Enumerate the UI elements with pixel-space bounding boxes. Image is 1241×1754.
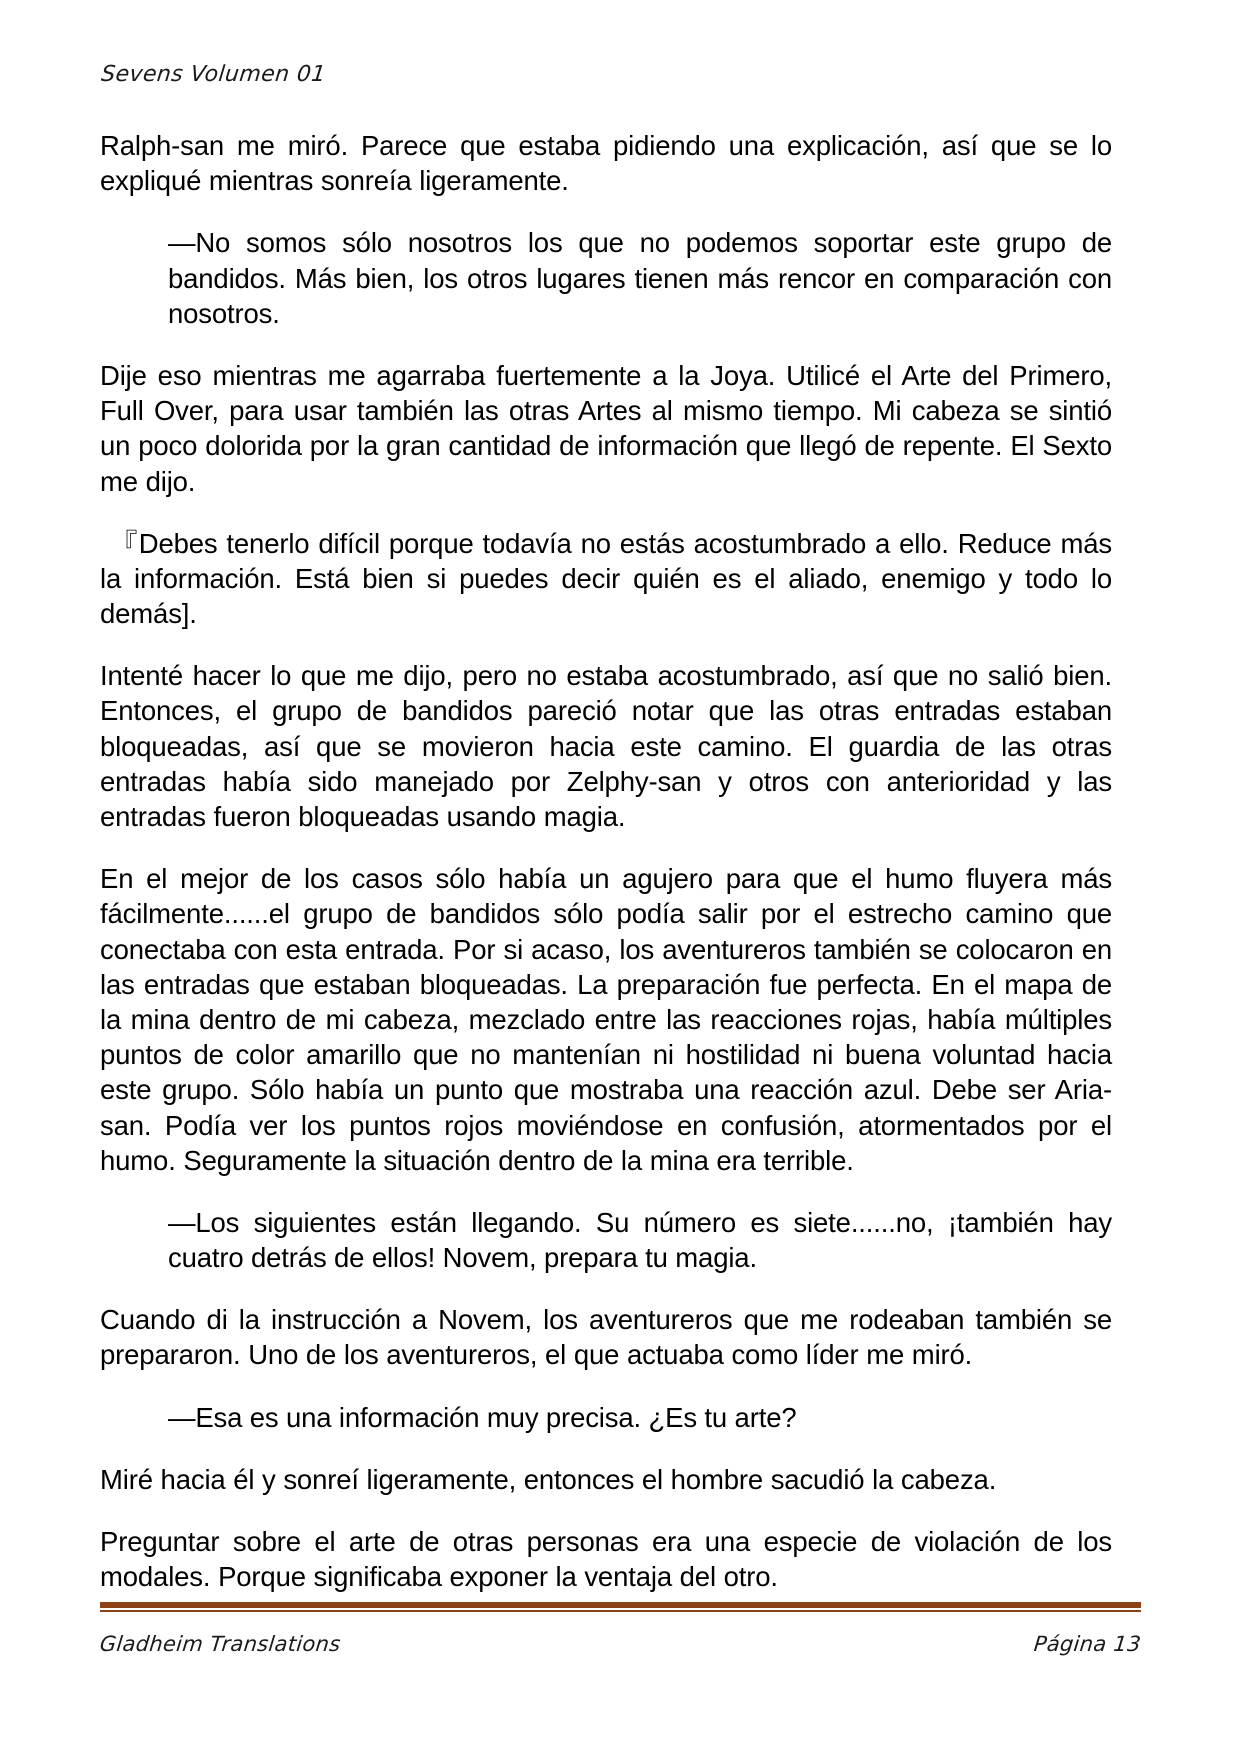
- body-paragraph: Ralph-san me miró. Parece que estaba pidiendo una explicación, así que se lo expliqué mientras sonreía ligeramente.: [100, 130, 1112, 197]
- page-running-footer: [100, 1632, 1141, 1656]
- dialogue-line: —No somos sólo nosotros los que no podemos soportar este grupo de bandidos. Más bien, los otros lugares tienen más rencor en comparación con nosotros.: [168, 227, 1112, 329]
- page-body-content: [100, 128, 1112, 1594]
- translator-credit: Gladheim Translations: [98, 1632, 342, 1656]
- body-paragraph: Cuando di la instrucción a Novem, los aventureros que me rodeaban también se prepararon. Uno de los aventureros, el que actuaba como líder me miró.: [100, 1304, 1112, 1371]
- body-paragraph: Dije eso mientras me agarraba fuertemente a la Joya. Utilicé el Arte del Primero, Full Over, para usar también las otras Artes al mismo tiempo. Mi cabeza se sintió un poco dolorida por la gran cantidad de información que llegó de repente. El Sexto me dijo.: [100, 359, 1112, 497]
- page-number: Página 13: [1032, 1632, 1143, 1656]
- body-paragraph: Miré hacia él y sonreí ligeramente, entonces el hombre sacudió la cabeza.: [100, 1463, 997, 1495]
- body-paragraph: Intenté hacer lo que me dijo, pero no estaba acostumbrado, así que no salió bien. Entonces, el grupo de bandidos pareció notar que las otras entradas estaban bloqueadas, así que se movieron hacia este camino. El guardia de las otras entradas había sido manejado por Zelphy-san y otros con anterioridad y las entradas fueron bloqueadas usando magia.: [100, 660, 1112, 832]
- dialogue-line: —Esa es una información muy precisa. ¿Es tu arte?: [168, 1401, 797, 1433]
- footer-rule-thick-bar: [100, 1602, 1141, 1608]
- dialogue-line: —Los siguientes están llegando. Su número es siete......no, ¡también hay cuatro detrás de ellos! Novem, prepara tu magia.: [168, 1206, 1112, 1274]
- footer-rule-thin-bar: [100, 1610, 1141, 1612]
- bracketed-quote-line: 『Debes tenerlo difícil porque todavía no estás acostumbrado a ello. Reduce más la información. Está bien si puedes decir quién es el aliado, enemigo y todo lo demás].: [100, 527, 1112, 630]
- book-title: Sevens Volumen 01: [100, 62, 328, 87]
- footer-divider-rule: [100, 1602, 1141, 1612]
- page-running-header: [100, 62, 1141, 102]
- body-paragraph: Preguntar sobre el arte de otras personas era una especie de violación de los modales. Porque significaba exponer la ventaja del otro.: [100, 1526, 1112, 1593]
- body-paragraph: En el mejor de los casos sólo había un agujero para que el humo fluyera más fácilmente......el grupo de bandidos sólo podía salir por el estrecho camino que conectaba con esta entrada. Por si acaso, los aventureros también se colocaron en las entradas que estaban bloqueadas. La preparación fue perfecta. En el mapa de la mina dentro de mi cabeza, mezclado entre las reacciones rojas, había múltiples puntos de color amarillo que no mantenían ni hostilidad ni buena voluntad hacia este grupo. Sólo había un punto que mostraba una reacción azul. Debe ser Aria-san. Podía ver los puntos rojos moviéndose en confusión, atormentados por el humo. Seguramente la situación dentro de la mina era terrible.: [100, 863, 1112, 1176]
